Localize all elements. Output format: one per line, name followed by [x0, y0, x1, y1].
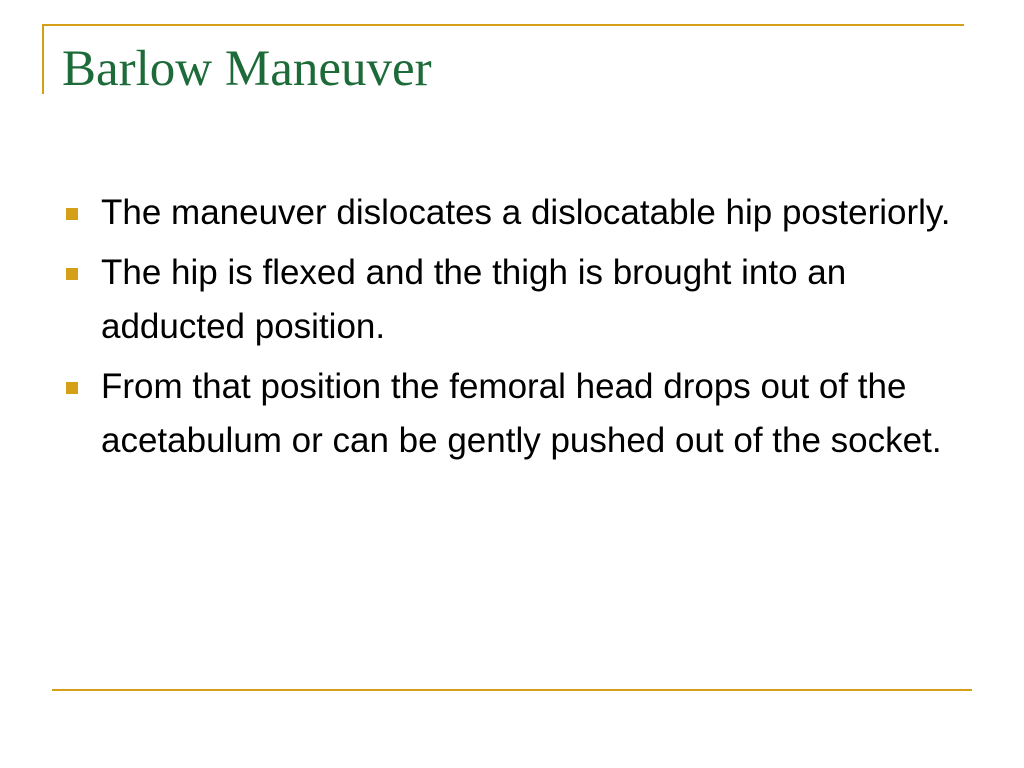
square-bullet-icon: [66, 268, 78, 280]
bullet-item: [66, 186, 966, 240]
bullet-text: The hip is flexed and the thigh is brought into an adducted position.: [101, 253, 847, 346]
square-bullet-icon: [66, 208, 78, 220]
slide-title: Barlow Maneuver: [62, 41, 432, 97]
bullet-text: The maneuver dislocates a dislocatable hip posteriorly.: [101, 193, 951, 232]
bullet-list: [66, 186, 966, 474]
square-bullet-icon: [66, 382, 78, 394]
top-divider: [42, 24, 964, 26]
bottom-divider: [52, 689, 972, 691]
bullet-item: [66, 360, 966, 468]
bullet-item: [66, 246, 966, 354]
bullet-text: From that position the femoral head drops out of the acetabulum or can be gently pushed out of the socket.: [101, 367, 942, 460]
title-accent-bar: [42, 24, 44, 94]
